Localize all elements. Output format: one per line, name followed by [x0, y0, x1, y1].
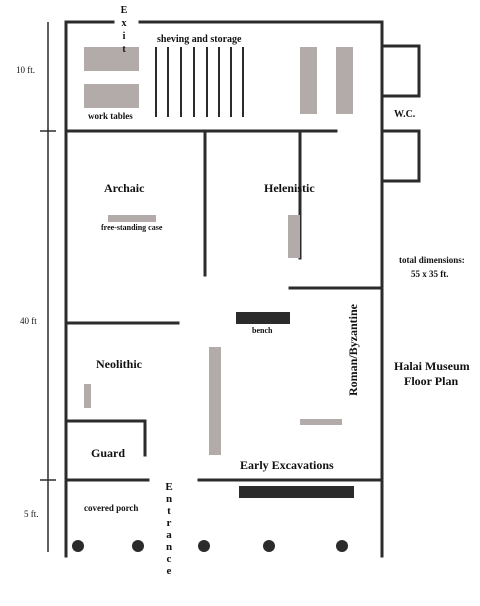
dimension-5ft-label: 5 ft. [24, 509, 39, 519]
guard-label: Guard [91, 446, 126, 460]
total-dimensions-value: 55 x 35 ft. [411, 269, 449, 279]
storage-case-left [300, 47, 317, 114]
early-excavations-case-vertical [209, 347, 221, 455]
bench [236, 312, 290, 324]
porch-column-5 [336, 540, 348, 552]
wc-bump-upper [384, 46, 419, 96]
wc-bump-lower [384, 131, 419, 181]
roman-case [300, 419, 342, 425]
work-table-upper [84, 47, 139, 71]
vertical-letter: E [165, 481, 173, 493]
archaic-label: Archaic [104, 181, 145, 195]
dimension-40ft-label: 40 ft [20, 316, 37, 326]
entrance-label [162, 481, 176, 577]
vertical-letter: r [166, 517, 172, 529]
work-tables-label: work tables [88, 111, 133, 121]
vertical-letter: n [165, 541, 173, 553]
helenistic-case [288, 215, 300, 258]
porch-column-3 [198, 540, 210, 552]
exit-label [118, 4, 130, 56]
helenistic-label: Helenistic [264, 181, 315, 195]
porch-column-2 [132, 540, 144, 552]
vertical-letter: E [120, 5, 128, 16]
total-dimensions-label: total dimensions: [399, 255, 465, 265]
free-standing-case-label: free-standing case [101, 223, 163, 232]
wc-label: W.C. [394, 109, 416, 120]
porch-bench [239, 486, 354, 498]
storage-label: sheving and storage [157, 34, 242, 45]
work-table-lower [84, 84, 139, 108]
roman-byzantine-label: Roman/Byzantine [346, 304, 360, 397]
vertical-letter: e [166, 565, 172, 577]
vertical-letter: a [166, 529, 172, 541]
vertical-letter: x [121, 18, 127, 29]
vertical-letter: n [165, 493, 173, 505]
storage-case-right [336, 47, 353, 114]
porch-column-1 [72, 540, 84, 552]
covered-porch-label: covered porch [84, 503, 139, 513]
free-standing-case [108, 215, 156, 222]
vertical-letter: t [167, 505, 171, 517]
neolithic-case [84, 384, 91, 408]
title-line-2: Floor Plan [404, 374, 459, 388]
vertical-letter: i [122, 31, 126, 42]
neolithic-label: Neolithic [96, 357, 142, 371]
title-line-1: Halai Museum [394, 359, 470, 373]
early-excavations-label: Early Excavations [240, 458, 334, 472]
porch-column-4 [263, 540, 275, 552]
dimension-10ft-label: 10 ft. [16, 65, 35, 75]
vertical-letter: c [166, 553, 172, 565]
vertical-letter: t [122, 44, 126, 55]
bench-label: bench [252, 326, 273, 335]
